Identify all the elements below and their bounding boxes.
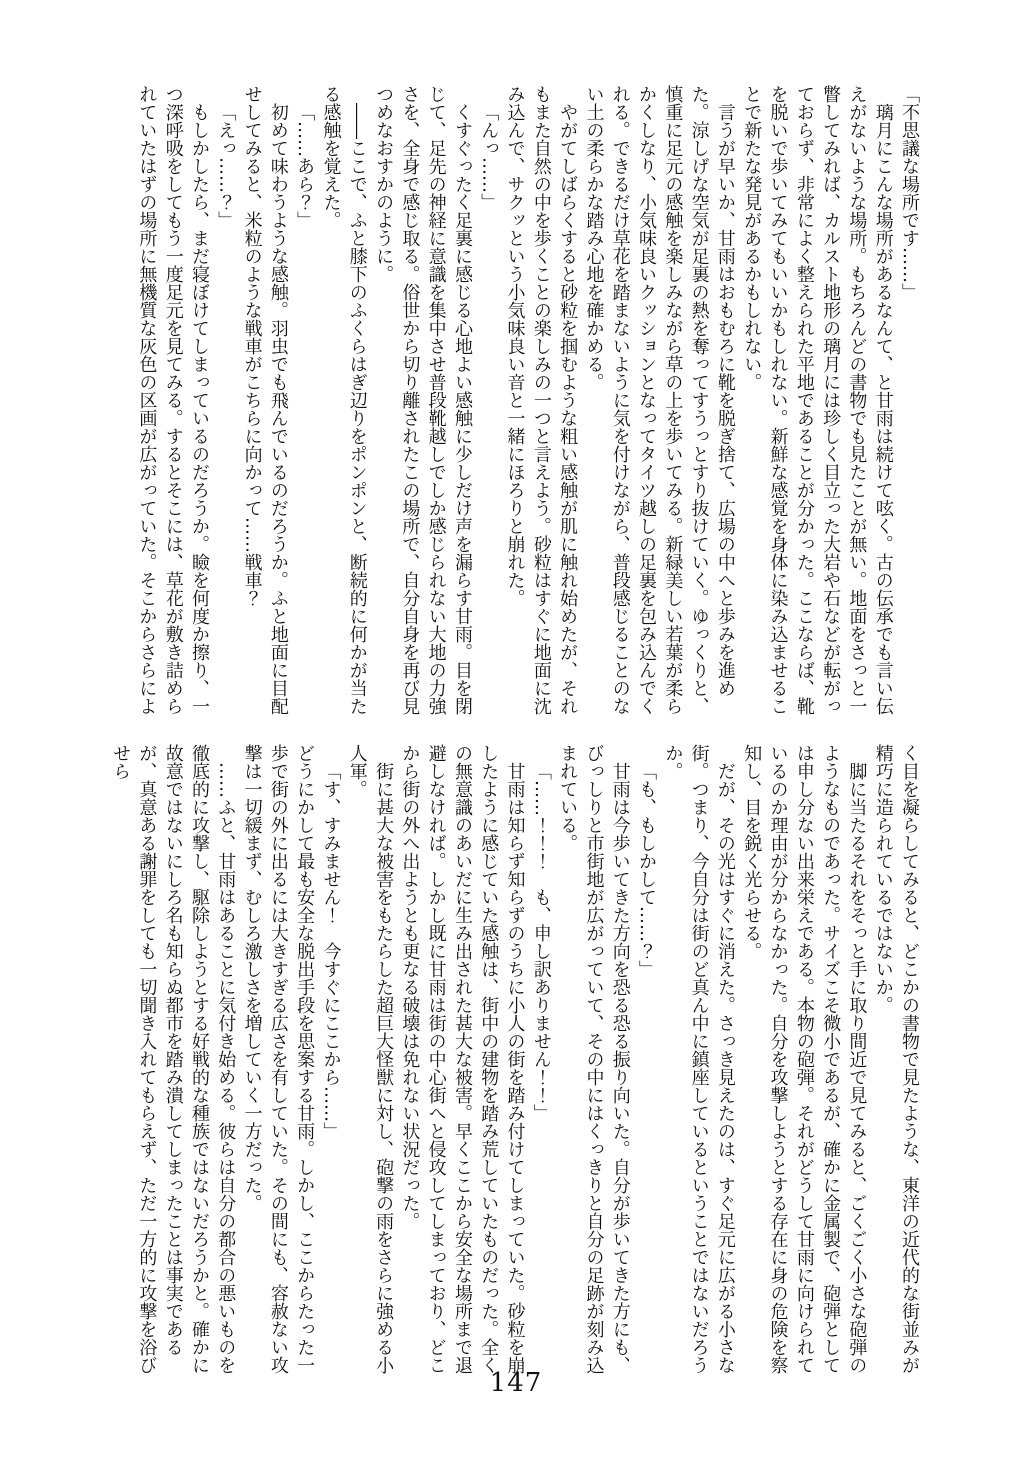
paragraph: くすぐったく足裏に感じる心地よい感触に少しだけ声を漏らす甘雨。目を閉じて、足先の神経に意識を集中させ普段靴越しでしか感じられない大地の力強さを、全身で感じ取る。俗世から切り離されたこの場所で、自分自身を再び見つめなおすかのように。 bbox=[373, 85, 473, 715]
page-number: 147 bbox=[489, 1368, 543, 1398]
paragraph: 脚に当たるそれをそっと手に取り間近で見てみると、ごくごく小さな砲弾のようなものであった。サイズこそ微小であるが、確かに金属製で、砲弾としては申し分ない出来栄えである。本物の砲弾。それがどうして甘雨に向けられているのか理由が分からなかった。自分を攻撃しようとする存在に身の危険を察知し、目を鋭く光らせる。 bbox=[741, 744, 868, 1374]
paragraph: 甘雨は今歩いてきた方向を恐る恐る振り向いた。自分が歩いてきた方にも、びっしりと市街地が広がっていて、その中にはくっきりと自分の足跡が刻み込まれている。 bbox=[557, 744, 631, 1374]
paragraph: だが、その光はすぐに消えた。さっき見えたのは、すぐ足元に広がる小さな街。つまり、今自分は街のど真ん中に鎮座しているということではないだろうか。 bbox=[662, 744, 736, 1374]
paragraph: ――ここで、ふと膝下のふくらはぎ辺りをポンポンと、断続的に何かが当たる感触を覚えた。 bbox=[320, 85, 368, 715]
paragraph: 言うが早いか、甘雨はおもむろに靴を脱ぎ捨て、広場の中へと歩みを進めた。涼しげな空気が足裏の熱を奪ってすうっとすり抜けていく。ゆっくりと、慎重に足元の感触を楽しみながら草の上を歩いてみる。新緑美しい若葉が柔らかくしなり、小気味良いクッションとなってタイツ越しの足裏を包み込んでくれる。できるだけ草花を踏まないように気を付けながら、普段感じることのない土の柔らかな踏み心地を確かめる。 bbox=[583, 85, 736, 715]
paragraph: やがてしばらくすると砂粒を掴むような粗い感触が肌に触れ始めたが、それもまた自然の中を歩くことの楽しみの一つと言えよう。砂粒はすぐに地面に沈み込んで、サクッという小気味良い音と一緒にほろりと崩れた。 bbox=[504, 85, 579, 715]
paragraph: 甘雨は知らず知らずのうちに小人の街を踏み付けてしまっていた。砂粒を崩したように感じていた感触は、街中の建物を踏み荒していたものだった。全くの無意識のあいだに生み出された甚大な被害。早くここから安全な場所まで退避しなければ。しかし既に甘雨は街の中心街へと侵攻してしまっており、どこから街の外へ出ようとも更なる破壊は免れない状況だった。 bbox=[399, 744, 526, 1374]
paragraph: 「……あら？」 bbox=[294, 103, 316, 229]
paragraph: ……ふと、甘雨はあることに気付き始める。彼らは自分の都合の悪いものを徹底的に攻撃し、駆除しようとする好戦的な種族ではないだろうかと。確かに故意ではないにしろ名も知らぬ都市を踏み潰してしまったことは事実であるが、真意ある謝罪をしても一切聞き入れてもらえず、ただ一方的に攻撃を浴びせら bbox=[110, 744, 237, 1374]
paragraph: 初めて味わうような感触。羽虫でも飛んでいるのだろうか。ふと地面に目配せしてみると、米粒のような戦車がこちらに向かって……戦車？ bbox=[241, 85, 289, 715]
paragraph: 璃月にこんな場所があるなんて、と甘雨は続けて呟く。古の伝承でも言い伝えがないような場所。もちろんどの書物でも見たことが無い。地面をさっと一瞥してみれば、カルスト地形の璃月には珍しく目立った大岩や石などが転がっておらず、非常によく整えられた平地であることが分かった。ここならば、靴を脱いで歩いてみてもいいかもしれない。新鮮な感覚を身体に染み込ませることで新たな発見があるかもしれない。 bbox=[741, 85, 894, 715]
paragraph: 「不思議な場所です……」 bbox=[899, 85, 920, 301]
paragraph: 街に甚大な被害をもたらした超巨大怪獣に対し、砲撃の雨をさらに強める小人軍。 bbox=[346, 744, 395, 1374]
paragraph: 「……！！！ も、申し訳ありません！！」 bbox=[530, 762, 552, 1122]
paragraph: 「んっ……」 bbox=[478, 103, 500, 211]
paragraph: く目を凝らしてみると、どこかの書物で見たような、東洋の近代的な街並みが精巧に造られているではないか。 bbox=[872, 744, 920, 1374]
paragraph: 「す、すみません！ 今すぐにここから……」 bbox=[320, 762, 342, 1140]
paragraph: どうにかして最も安全な脱出手段を思案する甘雨。しかし、ここからたった一歩で街の外に出るには大きすぎる広さを有していた。その間にも、容赦ない攻撃は一切緩まず、むしろ激しさを増していく一方だった。 bbox=[241, 744, 316, 1374]
text-block-top bbox=[133, 85, 922, 716]
paragraph: もしかしたら、まだ寝ぼけてしまっているのだろうか。瞼を何度か擦り、一つ深呼吸をしてもう一度足元を見てみる。するとそこには、草花が敷き詰められていたはずの場所に無機質な灰色の区画が広がっていた。そこからさらによ bbox=[136, 85, 210, 715]
text-block-bottom bbox=[107, 744, 922, 1375]
paragraph: 「も、もしかして……？」 bbox=[636, 762, 658, 978]
paragraph: 「えっ……？」 bbox=[215, 103, 237, 229]
